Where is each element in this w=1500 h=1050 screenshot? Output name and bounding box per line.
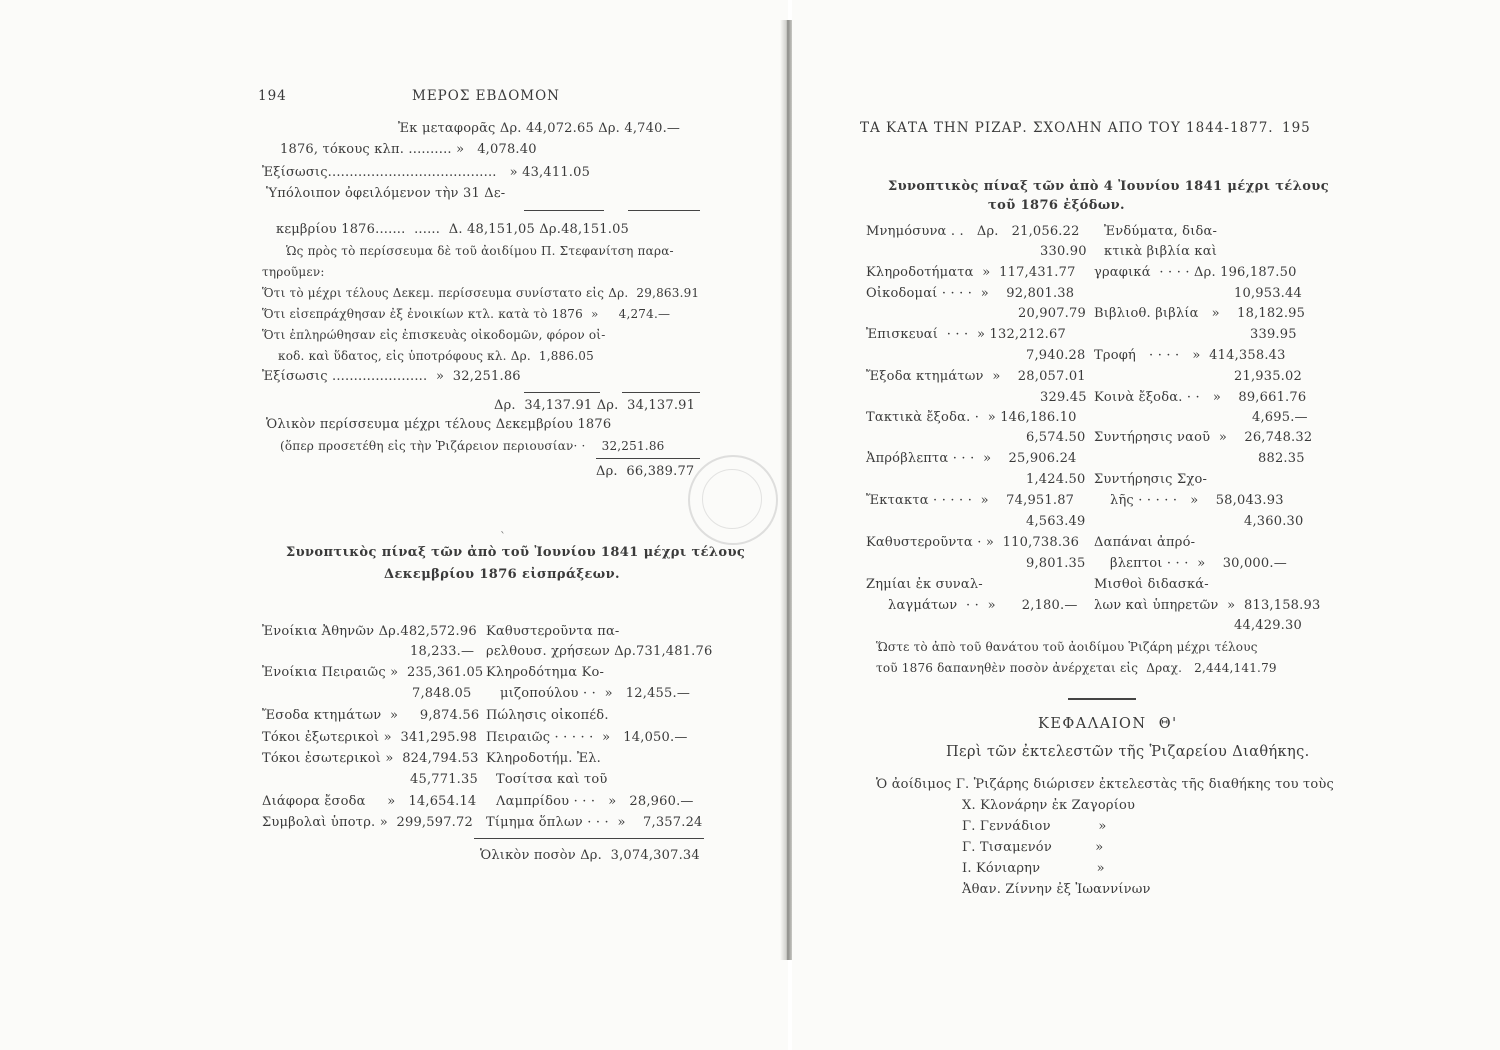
receipt-left-line: Διάφορα ἔσοδα » 14,654.14 [262, 794, 477, 809]
expense-left-line: 6,574.50 [1026, 430, 1086, 445]
balance-total-line: Δρ. 34,137.91 Δρ. 34,137.91 [494, 398, 696, 413]
expense-left-line: Οἰκοδομαί · · · · » 92,801.38 [866, 286, 1075, 301]
expense-left-line: Καθυστεροῦντα · » 110,738.36 [866, 535, 1080, 550]
balance-line: Ὅτι τὸ μέχρι τέλους Δεκεμ. περίσσευμα συνίστατο εἰς Δρ. 29,863.91 [262, 286, 700, 300]
right-page-number: 195 [1282, 120, 1311, 136]
expense-left-line: Ἔξοδα κτημάτων » 28,057.01 [866, 369, 1086, 384]
expense-left-line: 330.90 [1040, 244, 1087, 259]
sum-rule [622, 392, 700, 393]
expenses-summary-line: Ὥστε τὸ ἀπὸ τοῦ θανάτου τοῦ ἀοιδίμου Ῥιζάρη μέχρι τέλους [876, 640, 1258, 654]
balance-grand-total: Δρ. 66,389.77 [596, 464, 695, 479]
expense-left-line: 1,424.50 [1026, 472, 1086, 487]
expense-right-line: λων καὶ ὑπηρετῶν » 813,158.93 [1094, 598, 1321, 613]
receipt-left-line: 45,771.35 [410, 772, 478, 787]
receipts-table-subtitle: Δεκεμβρίου 1876 εἰσπράξεων. [384, 567, 620, 582]
expenses-summary-line: τοῦ 1876 δαπανηθὲν ποσὸν ἀνέρχεται εἰς Δραχ. 2,444,141.79 [876, 661, 1277, 675]
sum-rule [628, 210, 700, 211]
balance-line: Ὁλικὸν περίσσευμα μέχρι τέλους Δεκεμβρίου 1876 [266, 417, 612, 432]
expense-right-line: 44,429.30 [1234, 618, 1302, 633]
receipt-right-line: ρελθουσ. χρήσεων Δρ.731,481.76 [486, 644, 713, 659]
expense-right-line: κτικὰ βιβλία καὶ [1104, 244, 1218, 259]
receipts-table-title: Συνοπτικὸς πίναξ τῶν ἀπὸ τοῦ Ἰουνίου 1841 μέχρι τέλους [286, 545, 746, 560]
expenses-table-title: Συνοπτικὸς πίναξ τῶν ἀπὸ 4 Ἰουνίου 1841 μέχρι τέλους [888, 179, 1330, 194]
executor-name: Ι. Κόνιαρην » [962, 861, 1105, 876]
receipt-right-line: Λαμπρίδου · · · » 28,960.— [496, 794, 694, 809]
executor-name: Γ. Γεννάδιον » [962, 819, 1107, 834]
expense-right-line: 4,695.— [1252, 410, 1308, 425]
chapter-subtitle: Περὶ τῶν ἐκτελεστῶν τῆς Ῥιζαρείου Διαθήκης. [946, 744, 1310, 760]
balance-line: (ὅπερ προσετέθη εἰς τὴν Ῥιζάρειον περιουσίαν· · 32,251.86 [280, 439, 665, 453]
chapter-heading: ΚΕΦΑΛΑΙΟΝ Θ' [1038, 716, 1178, 732]
expense-right-line: Βιβλιοθ. βιβλία » 18,182.95 [1094, 306, 1306, 321]
expense-right-line: 339.95 [1250, 327, 1297, 342]
balance-line: Ὅτι εἰσεπράχθησαν ἐξ ἐνοικίων κτλ. κατὰ τὸ 1876 » 4,274.— [262, 307, 671, 321]
balance-line: κεμβρίου 1876....... ...... Δ. 48,151,05 Δρ.48,151.05 [276, 222, 630, 237]
expense-left-line: 4,563.49 [1026, 514, 1086, 529]
sum-rule [596, 458, 700, 459]
sum-rule [524, 210, 604, 211]
expenses-table-subtitle: τοῦ 1876 ἐξόδων. [988, 198, 1125, 213]
receipt-left-line: Ἔσοδα κτημάτων » 9,874.56 [262, 708, 480, 723]
executor-name: Χ. Κλονάρην ἐκ Ζαγορίου [962, 798, 1136, 813]
expense-right-line: Συντήρησις Σχο- [1094, 472, 1208, 487]
expense-left-line: Τακτικὰ ἔξοδα. · » 146,186.10 [866, 410, 1077, 425]
expense-left-line: Μνημόσυνα . . Δρ. 21,056.22 [866, 224, 1080, 239]
receipt-left-line: Τόκοι ἐξωτερικοὶ » 341,295.98 [262, 730, 477, 745]
chapter-rule [1068, 698, 1136, 700]
expense-right-line: Μισθοὶ διδασκά- [1094, 577, 1209, 592]
balance-line: Ὡς πρὸς τὸ περίσσευμα δὲ τοῦ ἀοιδίμου Π. Στεφανίτση παρα- [286, 244, 674, 258]
expense-right-line: Δαπάναι ἀπρό- [1094, 535, 1196, 550]
balance-line: 1876, τόκους κλπ. .......... » 4,078.40 [280, 142, 537, 157]
expense-left-line: 9,801.35 [1026, 556, 1086, 571]
expense-right-line: 4,360.30 [1244, 514, 1304, 529]
expense-right-line: βλεπτοι · · · » 30,000.— [1110, 556, 1287, 571]
expense-left-line: 20,907.79 [1018, 306, 1086, 321]
executor-name: Γ. Τισαμενόν » [962, 840, 1104, 855]
receipt-right-line: Πειραιῶς · · · · · » 14,050.— [486, 730, 688, 745]
expense-right-line: 10,953.44 [1234, 286, 1302, 301]
expense-right-line: Κοινὰ ἔξοδα. · · » 89,661.76 [1094, 390, 1307, 405]
expense-left-line: Ἀπρόβλεπτα · · · » 25,906.24 [866, 451, 1077, 466]
expense-left-line: 7,940.28 [1026, 348, 1086, 363]
receipt-left-line: Συμβολαὶ ὑποτρ. » 299,597.72 [262, 815, 473, 830]
expense-left-line: Κληροδοτήματα » 117,431.77 [866, 265, 1076, 280]
right-page [792, 0, 1500, 1050]
balance-line: Ἐξίσωσις ...................... » 32,251.86 [262, 369, 521, 384]
receipt-right-line: μιζοπούλου · · » 12,455.— [500, 686, 691, 701]
expense-left-line: Ἐπισκευαί · · · » 132,212.67 [866, 327, 1066, 342]
expense-right-line: Τροφή · · · · » 414,358.43 [1094, 348, 1286, 363]
receipt-right-line: Καθυστεροῦντα πα- [486, 624, 620, 639]
balance-line: Ἐξίσωσις....................................... » 43,411.05 [262, 165, 591, 180]
receipt-right-line: Κληροδοτήμ. Ἐλ. [486, 751, 602, 766]
executor-name: Ἀθαν. Ζίννην ἐξ Ἰωαννίνων [962, 882, 1151, 897]
right-running-head: ΤΑ ΚΑΤΑ ΤΗΝ ΡΙΖΑΡ. ΣΧΟΛΗΝ ΑΠΟ ΤΟΥ 1844-1877. [860, 120, 1274, 136]
expense-right-line: Συντήρησις ναοῦ » 26,748.32 [1094, 430, 1313, 445]
expense-right-line: Ἐνδύματα, διδα- [1104, 224, 1218, 239]
left-running-head: ΜΕΡΟΣ ΕΒΔΟΜΟΝ [412, 88, 560, 104]
expense-right-line: 882.35 [1258, 451, 1305, 466]
balance-line: Ὑπόλοιπον ὀφειλόμενον τὴν 31 Δε- [266, 186, 506, 201]
balance-line: κοδ. καὶ ὕδατος, εἰς ὑποτρόφους κλ. Δρ. 1,886.05 [278, 349, 594, 363]
balance-line: τηροῦμεν: [262, 265, 325, 279]
receipt-right-line: Τοσίτσα καὶ τοῦ [496, 772, 608, 787]
expense-right-line: λῆς · · · · · » 58,043.93 [1110, 493, 1284, 508]
expense-left-line: λαγμάτων · · » 2,180.— [888, 598, 1078, 613]
executors-intro: Ὁ ἀοίδιμος Γ. Ῥιζάρης διώρισεν ἐκτελεστὰς τῆς διαθήκης του τοὺς [876, 777, 1335, 792]
expense-left-line: 329.45 [1040, 390, 1087, 405]
print-mark: ˋ [500, 530, 506, 544]
receipt-left-line: 7,848.05 [412, 686, 472, 701]
receipt-left-line: Ἐνοίκια Πειραιῶς » 235,361.05 [262, 665, 484, 680]
expense-left-line: Ἔκτακτα · · · · · » 74,951.87 [866, 493, 1075, 508]
sum-rule [524, 392, 600, 393]
receipts-total: Ὁλικὸν ποσὸν Δρ. 3,074,307.34 [480, 848, 700, 863]
receipt-left-line: Ἐνοίκια Ἀθηνῶν Δρ.482,572.96 [262, 624, 477, 639]
receipt-left-line: 18,233.— [410, 644, 475, 659]
expense-right-line: γραφικά · · · · Δρ. 196,187.50 [1094, 265, 1297, 280]
expense-left-line: Ζημίαι ἐκ συναλ- [866, 577, 983, 592]
expense-right-line: 21,935.02 [1234, 369, 1302, 384]
balance-line: Ὅτι ἐπληρώθησαν εἰς ἐπισκευὰς οἰκοδομῶν, φόρον οἰ- [262, 328, 606, 342]
receipt-right-line: Τίμημα ὅπλων · · · » 7,357.24 [486, 815, 703, 830]
total-rule [474, 838, 704, 839]
left-page-number: 194 [258, 88, 287, 104]
balance-line: Ἐκ μεταφορᾶς Δρ. 44,072.65 Δρ. 4,740.— [398, 121, 681, 136]
receipt-right-line: Κληροδότημα Κο- [486, 665, 605, 680]
receipt-left-line: Τόκοι ἐσωτερικοὶ » 824,794.53 [262, 751, 479, 766]
receipt-right-line: Πώλησις οἰκοπέδ. [486, 708, 609, 723]
library-stamp-icon [688, 455, 778, 545]
